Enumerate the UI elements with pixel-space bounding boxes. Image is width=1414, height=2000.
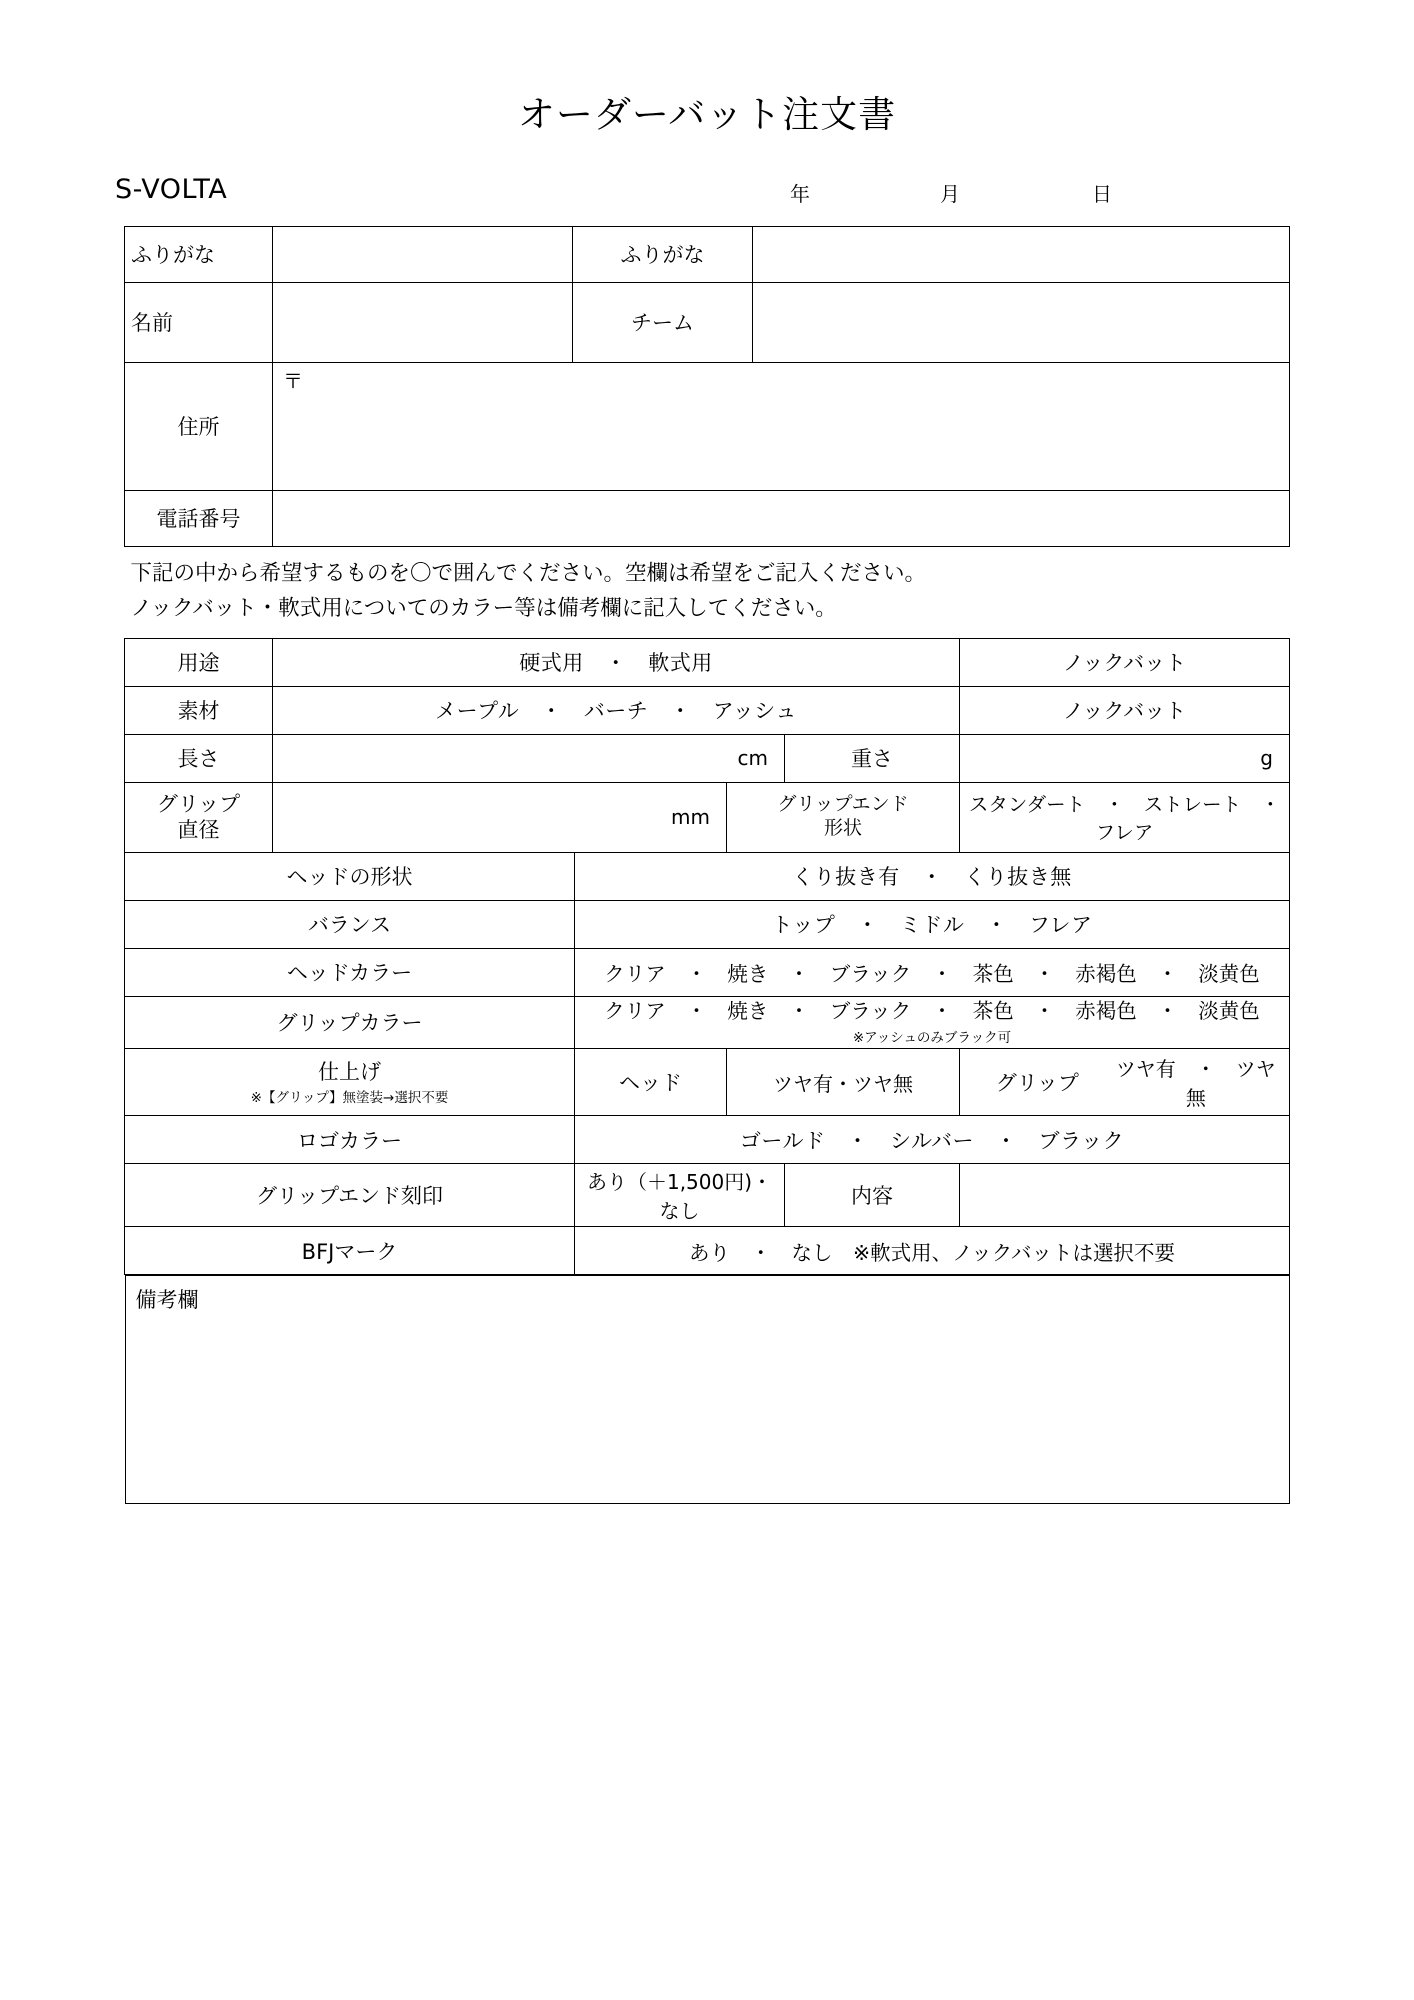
date-year-label: 年 (790, 181, 810, 206)
phone-field[interactable] (273, 490, 1290, 546)
logo-color-label: ロゴカラー (125, 1116, 575, 1164)
grip-diameter-unit: mm (671, 805, 710, 830)
weight-label: 重さ (785, 734, 960, 782)
use-label: 用途 (125, 638, 273, 686)
phone-label: 電話番号 (125, 490, 273, 546)
remarks-table (125, 1275, 1290, 1504)
brand-and-date-row (0, 174, 1414, 214)
date-month-label: 月 (940, 181, 960, 206)
length-label: 長さ (125, 734, 273, 782)
table-row-grip (125, 782, 1290, 852)
remarks-field[interactable] (125, 1276, 1289, 1504)
postal-code-mark: 〒 (283, 368, 303, 393)
remarks-label: 備考欄 (135, 1288, 199, 1313)
team-field[interactable] (753, 282, 1290, 362)
grip-color-options[interactable]: クリア ・ 焼き ・ ブラック ・ 茶色 ・ 赤褐色 ・ 淡黄色 (604, 998, 1260, 1023)
material-label: 素材 (125, 686, 273, 734)
address-label: 住所 (125, 362, 273, 490)
grip-diameter-label (125, 782, 273, 852)
finish-grip-label: グリップ (995, 1071, 1079, 1096)
weight-field[interactable] (960, 734, 1290, 782)
grip-end-stamp-options[interactable]: あり（＋1,500円)・なし (575, 1164, 785, 1227)
table-row-use (125, 638, 1290, 686)
head-shape-options[interactable]: くり抜き有 ・ くり抜き無 (575, 852, 1290, 900)
finish-head-label: ヘッド (575, 1049, 727, 1116)
head-shape-label: ヘッドの形状 (125, 852, 575, 900)
finish-note: ※【グリップ】無塗装→選択不要 (250, 1089, 449, 1106)
table-row-material (125, 686, 1290, 734)
name-field[interactable] (273, 282, 573, 362)
grip-end-shape-label-line2: 形状 (823, 817, 862, 840)
table-row-head-shape (125, 852, 1290, 900)
table-row (125, 226, 1290, 282)
address-field[interactable] (273, 362, 1290, 490)
use-knockbat-option[interactable]: ノックバット (960, 638, 1290, 686)
table-row (125, 282, 1290, 362)
finish-head-options[interactable]: ツヤ有・ツヤ無 (727, 1049, 960, 1116)
date-day-label: 日 (1092, 181, 1112, 206)
grip-color-note: ※アッシュのみブラック可 (852, 1030, 1012, 1047)
table-row (125, 362, 1290, 490)
spec-table (124, 638, 1300, 1276)
grip-end-stamp-content-field[interactable] (960, 1164, 1290, 1227)
name-label: 名前 (125, 282, 273, 362)
furigana-team-field[interactable] (753, 226, 1290, 282)
grip-end-stamp-content-label: 内容 (785, 1164, 960, 1227)
table-row-grip-color (125, 996, 1290, 1049)
finish-grip-options[interactable]: ツヤ有 ・ ツヤ無 (1115, 1057, 1276, 1111)
finish-grip-cell (960, 1049, 1290, 1116)
grip-end-stamp-label: グリップエンド刻印 (125, 1164, 575, 1227)
grip-color-options-cell[interactable] (575, 996, 1290, 1049)
table-row-logo-color (125, 1116, 1290, 1164)
balance-options[interactable]: トップ ・ ミドル ・ フレア (575, 900, 1290, 948)
grip-end-shape-label-line1: グリップエンド (777, 793, 909, 816)
instruction-line-1: 下記の中から希望するものを〇で囲んでください。空欄は希望をご記入ください。 (130, 560, 927, 586)
grip-end-shape-options[interactable]: スタンダート ・ ストレート ・ フレア (960, 782, 1290, 852)
head-color-label: ヘッドカラー (125, 948, 575, 996)
material-knockbat-option[interactable]: ノックバット (960, 686, 1290, 734)
grip-diameter-label-line1: グリップ (156, 791, 241, 816)
table-row-head-color (125, 948, 1290, 996)
finish-label: 仕上げ (318, 1059, 381, 1084)
weight-unit: g (1260, 746, 1273, 771)
brand-name: S-VOLTA (115, 173, 228, 205)
table-row (125, 490, 1290, 546)
table-row-length-weight (125, 734, 1290, 782)
grip-color-label: グリップカラー (125, 996, 575, 1049)
head-color-options[interactable]: クリア ・ 焼き ・ ブラック ・ 茶色 ・ 赤褐色 ・ 淡黄色 (575, 948, 1290, 996)
material-options[interactable]: メープル ・ バーチ ・ アッシュ (273, 686, 960, 734)
grip-end-shape-label (727, 782, 960, 852)
grip-diameter-label-line2: 直径 (177, 818, 220, 843)
instruction-line-2: ノックバット・軟式用についてのカラー等は備考欄に記入してください。 (130, 596, 837, 622)
logo-color-options[interactable]: ゴールド ・ シルバー ・ ブラック (575, 1116, 1290, 1164)
bfj-mark-options[interactable]: あり ・ なし ※軟式用、ノックバットは選択不要 (575, 1227, 1290, 1275)
team-label: チーム (573, 282, 753, 362)
length-unit: cm (737, 746, 768, 771)
table-row-finish (125, 1049, 1290, 1116)
instruction-notes (125, 556, 1290, 627)
table-row-grip-end-stamp (125, 1164, 1290, 1227)
finish-label-cell (125, 1049, 575, 1116)
table-row-balance (125, 900, 1290, 948)
length-field[interactable] (273, 734, 785, 782)
grip-diameter-field[interactable] (273, 782, 727, 852)
use-options[interactable]: 硬式用 ・ 軟式用 (273, 638, 960, 686)
personal-info-table (124, 226, 1290, 547)
table-row-remarks (125, 1276, 1289, 1504)
table-row-bfj-mark (125, 1227, 1290, 1275)
furigana-name-label: ふりがな (125, 226, 273, 282)
balance-label: バランス (125, 900, 575, 948)
page-title: オーダーバット注文書 (517, 93, 897, 136)
furigana-team-label: ふりがな (573, 226, 753, 282)
bfj-mark-label: BFJマーク (125, 1227, 575, 1275)
furigana-name-field[interactable] (273, 226, 573, 282)
